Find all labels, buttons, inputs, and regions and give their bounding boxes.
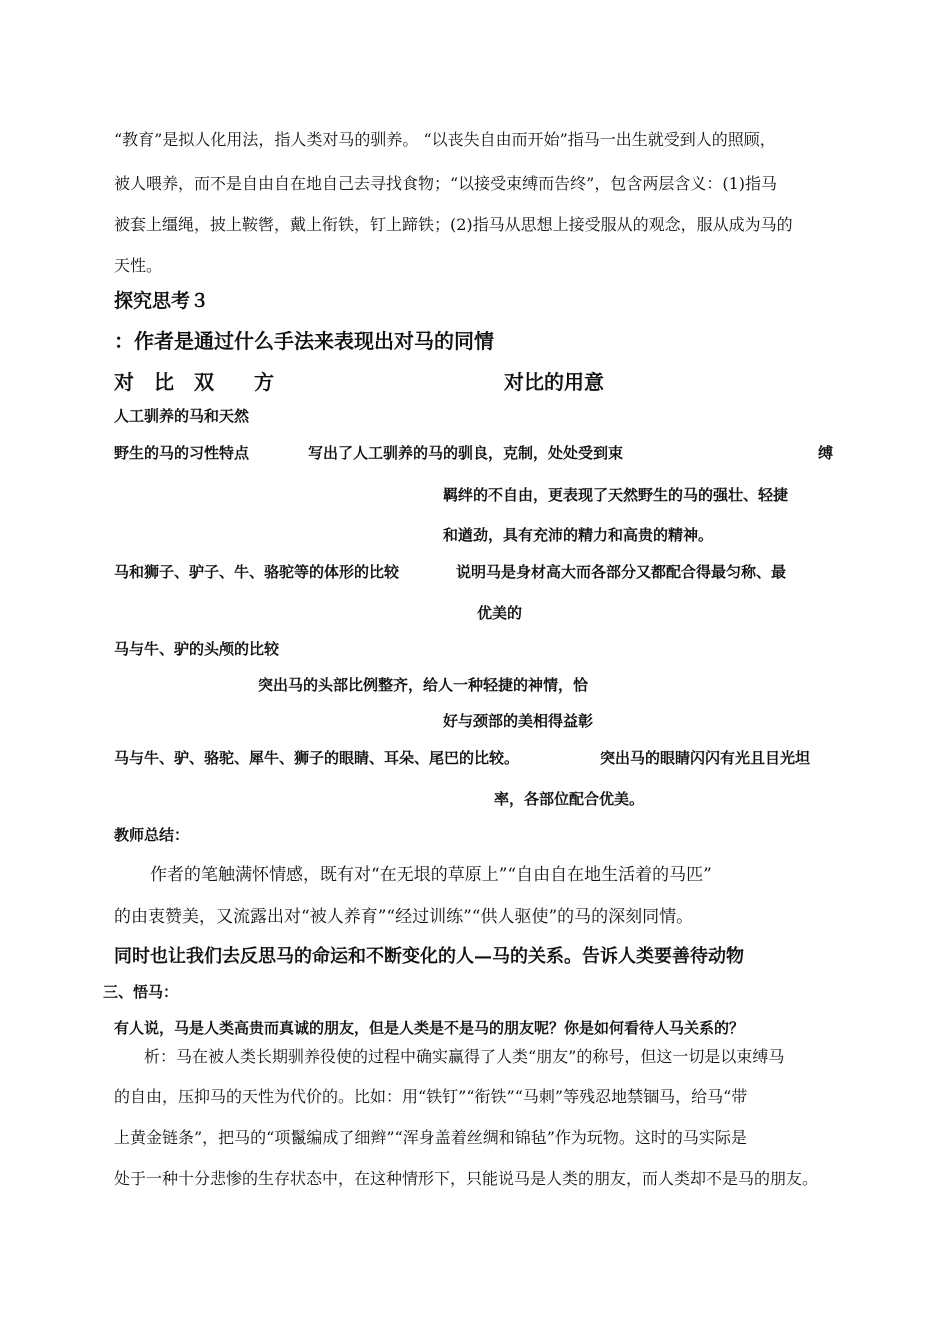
row-1-right-line-2: 羁绊的不自由，更表现了天然野生的马的强壮、轻捷 [443, 486, 789, 504]
intro-line-2: 被人喂养，而不是自由自在地自己去寻找食物；“以接受束缚而告终”，包含两层含义：(1)指马 [114, 174, 778, 193]
summary-line-2: 的由衷赞美，又流露出对“被人养育”“经过训练”“供人驱使”的马的深刻同情。 [114, 907, 694, 927]
row-1-left-line-1: 人工驯养的马和天然 [114, 407, 250, 425]
intro-line-4: 天性。 [114, 256, 163, 275]
row-2-right-line-2: 优美的 [477, 604, 523, 622]
analysis-line-1: 析：马在被人类长期驯养役使的过程中确实赢得了人类“朋友”的称号，但这一切是以束缚马 [144, 1047, 785, 1066]
analysis-line-3: 上黄金链条”，把马的“项鬣编成了细辫”“浑身盖着丝绸和锦毡”作为玩物。这时的马实际是 [114, 1128, 747, 1147]
row-2-left: 马和狮子、驴子、牛、骆驼等的体形的比较 [114, 563, 400, 581]
row-1-left-line-2: 野生的马的习性特点 [114, 444, 250, 462]
section-wu-question: 有人说，马是人类高贵而真诚的朋友，但是人类是不是马的朋友呢？你是如何看待人马关系的？ [114, 1019, 745, 1037]
row-3-left: 马与牛、驴的头颅的比较 [114, 640, 280, 658]
row-1-right-line-1: 写出了人工驯养的马的驯良，克制，处处受到束 [308, 444, 624, 462]
row-3-right-line-2: 好与颈部的美相得益彰 [443, 712, 594, 730]
row-1-right-line-3: 和遒劲，具有充沛的精力和高贵的精神。 [443, 526, 714, 544]
table-header-left: 对 比 双 方 [114, 370, 274, 394]
row-4-right-line-2: 率，各部位配合优美。 [494, 790, 645, 808]
summary-heading: 教师总结： [114, 826, 190, 844]
row-2-right-line-1: 说明马是身材高大而各部分又都配合得最匀称、最 [456, 563, 787, 581]
intro-line-1: “教育”是拟人化用法，指人类对马的驯养。 “以丧失自由而开始”指马一出生就受到人的照顾， [114, 130, 776, 149]
row-3-right-line-1: 突出马的头部比例整齐，给人一种轻捷的神情，恰 [258, 676, 589, 694]
summary-line-1: 作者的笔触满怀情感，既有对“在无垠的草原上”“自由自在地生活着的马匹” [150, 865, 712, 885]
section-wu-heading: 三、悟马： [103, 983, 179, 1001]
table-header-right: 对比的用意 [504, 370, 604, 394]
row-4-left: 马与牛、驴、骆驼、犀牛、狮子的眼睛、耳朵、尾巴的比较。 [114, 749, 520, 767]
section-3-question: ：作者是通过什么手法来表现出对马的同情 [114, 329, 494, 353]
section-3-title: 探究思考３ [114, 290, 210, 312]
analysis-line-2: 的自由，压抑马的天性为代价的。比如：用“铁钉”“衔铁”“马刺”等残忍地禁锢马，给马“带 [114, 1087, 748, 1106]
row-4-right-line-1: 突出马的眼睛闪闪有光且目光坦 [600, 749, 811, 767]
intro-line-3: 被套上缰绳，披上鞍辔，戴上衔铁，钉上蹄铁；(2)指马从思想上接受服从的观念，服从成为马的 [114, 215, 793, 234]
row-1-right-line-1-end: 缚 [818, 444, 834, 462]
analysis-line-4: 处于一种十分悲惨的生存状态中，在这种情形下，只能说马是人类的朋友，而人类却不是马的朋友。 [114, 1169, 819, 1188]
summary-line-3: 同时也让我们去反思马的命运和不断变化的人—马的关系。告诉人类要善待动物 [114, 946, 744, 967]
